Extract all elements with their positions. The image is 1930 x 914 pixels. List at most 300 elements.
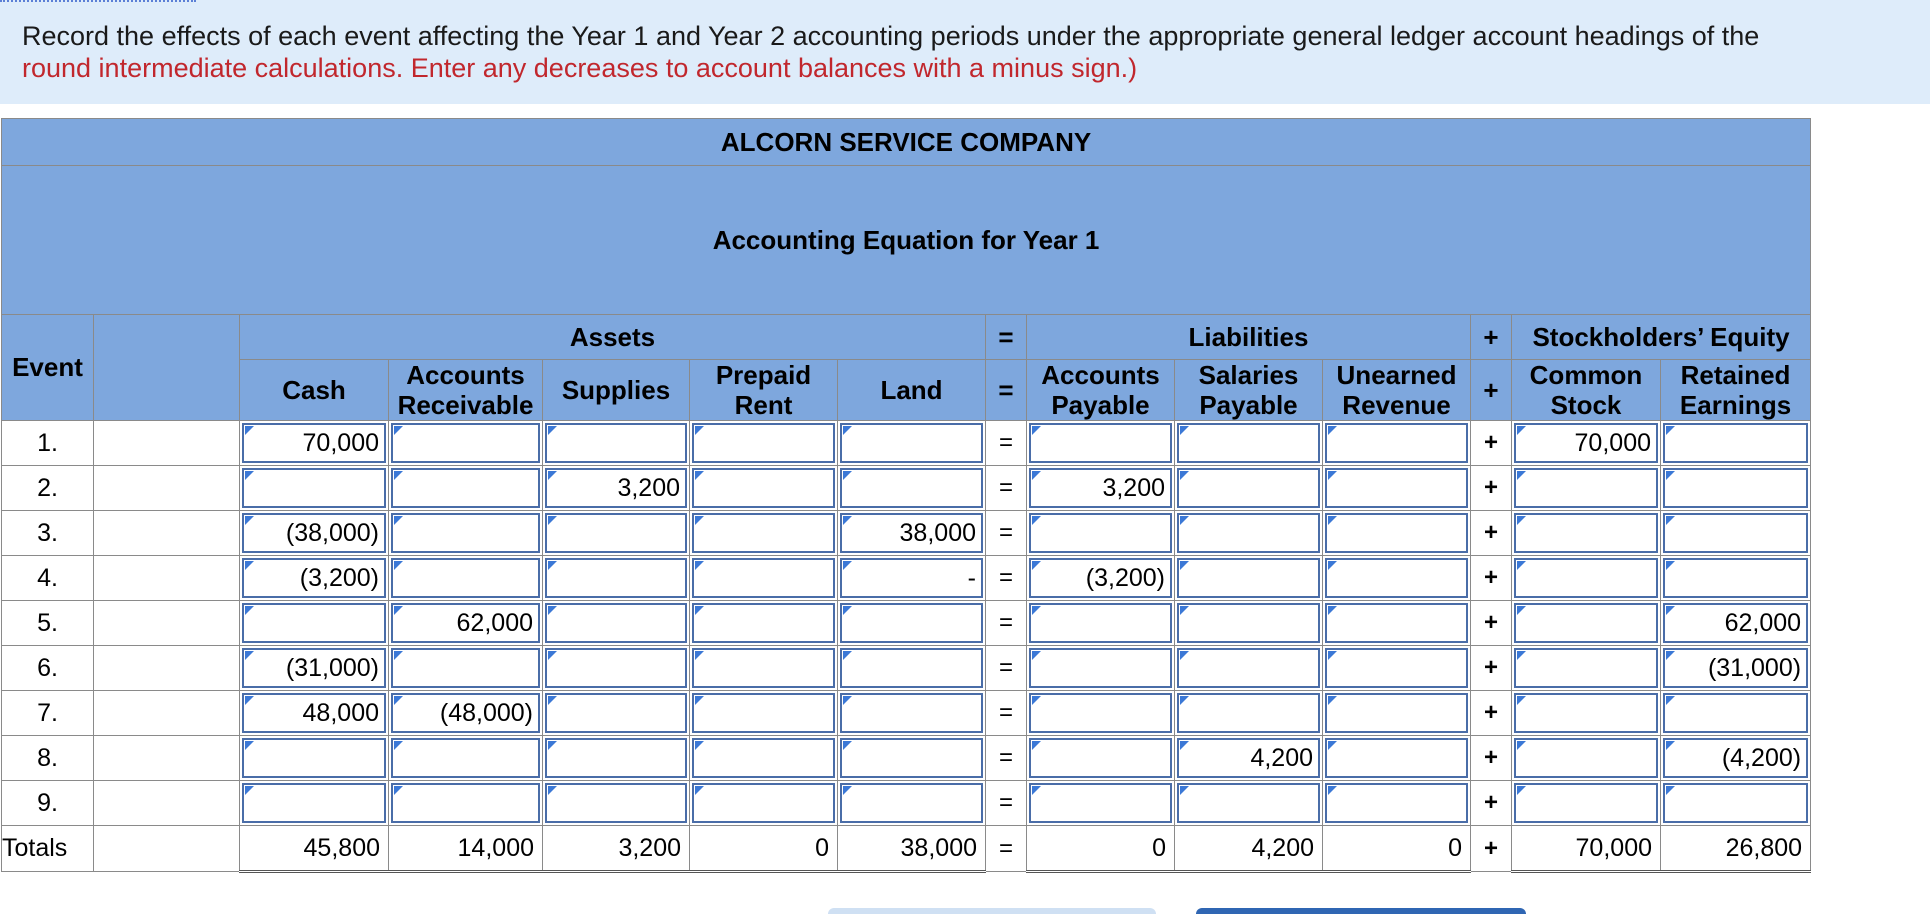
description-header	[94, 315, 240, 421]
cell-accounts-payable	[1027, 421, 1175, 466]
cash-input[interactable]	[242, 693, 386, 733]
event-description	[94, 646, 240, 691]
prepaid-rent-input[interactable]	[692, 603, 835, 643]
dropdown-indicator-icon	[843, 516, 852, 525]
col-prepaid-rent: Prepaid Rent	[690, 360, 838, 421]
cell-cash	[240, 691, 389, 736]
dropdown-indicator-icon	[1666, 561, 1675, 570]
dropdown-indicator-icon	[245, 426, 254, 435]
dropdown-indicator-icon	[548, 741, 557, 750]
dropdown-indicator-icon	[1328, 516, 1337, 525]
cell-land	[838, 646, 986, 691]
col-accounts-receivable: Accounts Receivable	[389, 360, 543, 421]
cell-salaries-payable	[1175, 601, 1323, 646]
supplies-input[interactable]	[545, 423, 687, 463]
dropdown-indicator-icon	[1180, 741, 1189, 750]
dropdown-indicator-icon	[695, 741, 704, 750]
cell-cash	[240, 421, 389, 466]
common-stock-input[interactable]	[1514, 468, 1658, 508]
retained-earnings-value: 62,000	[1724, 609, 1802, 637]
equals-sign: =	[986, 556, 1027, 601]
retained-earnings-input[interactable]	[1663, 603, 1808, 643]
dropdown-indicator-icon	[1517, 426, 1526, 435]
dropdown-indicator-icon	[1180, 516, 1189, 525]
salaries-payable-input[interactable]	[1177, 648, 1320, 688]
common-stock-input[interactable]	[1514, 738, 1658, 778]
dropdown-indicator-icon	[394, 471, 403, 480]
supplies-input[interactable]	[545, 648, 687, 688]
plus-sign: +	[1471, 781, 1512, 826]
instructions-line-2: round intermediate calculations. Enter any decreases to account balances with a minus sign.)	[22, 53, 1138, 83]
plus-sign: +	[1471, 691, 1512, 736]
accounts-receivable-input[interactable]	[391, 603, 540, 643]
accounts-payable-value: 3,200	[1102, 474, 1165, 502]
prepaid-rent-input[interactable]	[692, 693, 835, 733]
event-number: 9.	[2, 781, 94, 826]
cash-value: 48,000	[302, 699, 379, 727]
retained-earnings-input[interactable]	[1663, 648, 1808, 688]
cell-salaries-payable	[1175, 511, 1323, 556]
unearned-revenue-input[interactable]	[1325, 738, 1468, 778]
assets-header: Assets	[240, 315, 986, 360]
dropdown-indicator-icon	[1666, 426, 1675, 435]
dropdown-indicator-icon	[1180, 786, 1189, 795]
cell-prepaid-rent	[690, 556, 838, 601]
dropdown-indicator-icon	[548, 516, 557, 525]
cell-accounts-payable	[1027, 646, 1175, 691]
plus-sign: +	[1471, 601, 1512, 646]
ledger-rows	[2, 421, 1811, 826]
cell-accounts-receivable	[389, 421, 543, 466]
cell-supplies	[543, 511, 690, 556]
supplies-input[interactable]	[545, 738, 687, 778]
table-row	[2, 691, 1811, 736]
accounts-payable-input[interactable]	[1029, 783, 1172, 823]
dropdown-indicator-icon	[1180, 561, 1189, 570]
unearned-revenue-input[interactable]	[1325, 558, 1468, 598]
dropdown-indicator-icon	[843, 471, 852, 480]
col-accounts-payable: Accounts Payable	[1027, 360, 1175, 421]
event-description	[94, 781, 240, 826]
total-land: 38,000	[838, 826, 986, 872]
retained-earnings-input[interactable]	[1663, 558, 1808, 598]
cell-unearned-revenue	[1323, 421, 1471, 466]
cell-common-stock	[1512, 646, 1661, 691]
cell-land	[838, 601, 986, 646]
dropdown-indicator-icon	[1328, 786, 1337, 795]
cell-unearned-revenue	[1323, 691, 1471, 736]
dropdown-indicator-icon	[1180, 426, 1189, 435]
total-accounts-payable: 0	[1027, 826, 1175, 872]
cash-value: (31,000)	[285, 654, 379, 682]
instructions-panel	[0, 0, 1930, 104]
cell-common-stock	[1512, 781, 1661, 826]
cell-common-stock	[1512, 601, 1661, 646]
accounts-payable-input[interactable]	[1029, 513, 1172, 553]
cell-cash	[240, 466, 389, 511]
cell-salaries-payable	[1175, 466, 1323, 511]
col-plus: +	[1471, 360, 1512, 421]
retained-earnings-input[interactable]	[1663, 693, 1808, 733]
supplies-input[interactable]	[545, 558, 687, 598]
equals-sign: =	[986, 736, 1027, 781]
dropdown-indicator-icon	[1032, 741, 1041, 750]
total-retained-earnings: 26,800	[1661, 826, 1811, 872]
unearned-revenue-input[interactable]	[1325, 513, 1468, 553]
total-prepaid-rent: 0	[690, 826, 838, 872]
focus-outline	[0, 0, 196, 2]
salaries-payable-input[interactable]	[1177, 468, 1320, 508]
cell-salaries-payable	[1175, 691, 1323, 736]
supplies-input[interactable]	[545, 693, 687, 733]
equity-header: Stockholders’ Equity	[1512, 315, 1811, 360]
unearned-revenue-input[interactable]	[1325, 423, 1468, 463]
cell-common-stock	[1512, 556, 1661, 601]
cell-supplies	[543, 736, 690, 781]
supplies-value: 3,200	[617, 474, 680, 502]
salaries-payable-input[interactable]	[1177, 513, 1320, 553]
dropdown-indicator-icon	[245, 516, 254, 525]
cell-cash	[240, 781, 389, 826]
cell-cash	[240, 646, 389, 691]
cell-prepaid-rent	[690, 646, 838, 691]
equals-sign: =	[986, 781, 1027, 826]
cell-common-stock	[1512, 691, 1661, 736]
cash-input[interactable]	[242, 738, 386, 778]
accounts-receivable-input[interactable]	[391, 468, 540, 508]
cell-accounts-receivable	[389, 466, 543, 511]
dropdown-indicator-icon	[1328, 561, 1337, 570]
cash-input[interactable]	[242, 513, 386, 553]
salaries-payable-input[interactable]	[1177, 693, 1320, 733]
cell-unearned-revenue	[1323, 646, 1471, 691]
cash-input[interactable]	[242, 603, 386, 643]
cell-accounts-payable	[1027, 601, 1175, 646]
accounts-receivable-value: 62,000	[456, 609, 533, 637]
cell-accounts-payable	[1027, 511, 1175, 556]
land-input[interactable]	[840, 603, 983, 643]
totals-plus: +	[1471, 826, 1512, 872]
cell-salaries-payable	[1175, 556, 1323, 601]
accounts-payable-input[interactable]	[1029, 693, 1172, 733]
cell-accounts-payable	[1027, 736, 1175, 781]
dropdown-indicator-icon	[843, 696, 852, 705]
salaries-payable-input[interactable]	[1177, 738, 1320, 778]
cell-land	[838, 556, 986, 601]
total-supplies: 3,200	[543, 826, 690, 872]
accounts-payable-input[interactable]	[1029, 648, 1172, 688]
cell-unearned-revenue	[1323, 781, 1471, 826]
prepaid-rent-input[interactable]	[692, 558, 835, 598]
cell-accounts-payable	[1027, 691, 1175, 736]
cell-accounts-receivable	[389, 781, 543, 826]
dropdown-indicator-icon	[1328, 426, 1337, 435]
accounts-receivable-input[interactable]	[391, 693, 540, 733]
land-input[interactable]	[840, 558, 983, 598]
accounts-receivable-input[interactable]	[391, 738, 540, 778]
plus-sign: +	[1471, 736, 1512, 781]
dropdown-indicator-icon	[1517, 651, 1526, 660]
cash-input[interactable]	[242, 648, 386, 688]
instructions-line-1: Record the effects of each event affecting the Year 1 and Year 2 accounting periods under the appropriate general ledger account headings of the	[22, 21, 1760, 51]
event-number: 2.	[2, 466, 94, 511]
cell-accounts-payable	[1027, 556, 1175, 601]
dropdown-indicator-icon	[548, 651, 557, 660]
dropdown-indicator-icon	[1666, 516, 1675, 525]
retained-earnings-input[interactable]	[1663, 513, 1808, 553]
event-header: Event	[2, 315, 94, 421]
dropdown-indicator-icon	[1517, 471, 1526, 480]
dropdown-indicator-icon	[1328, 471, 1337, 480]
dropdown-indicator-icon	[1328, 741, 1337, 750]
dropdown-indicator-icon	[1517, 786, 1526, 795]
col-salaries-payable: Salaries Payable	[1175, 360, 1323, 421]
supplies-input[interactable]	[545, 468, 687, 508]
accounts-receivable-input[interactable]	[391, 558, 540, 598]
cell-accounts-receivable	[389, 556, 543, 601]
total-unearned-revenue: 0	[1323, 826, 1471, 872]
dropdown-indicator-icon	[548, 606, 557, 615]
dropdown-indicator-icon	[1032, 786, 1041, 795]
dropdown-indicator-icon	[1666, 651, 1675, 660]
retained-earnings-input[interactable]	[1663, 783, 1808, 823]
accounts-payable-input[interactable]	[1029, 468, 1172, 508]
land-input[interactable]	[840, 738, 983, 778]
cash-value: (38,000)	[285, 519, 379, 547]
cell-supplies	[543, 556, 690, 601]
prepaid-rent-input[interactable]	[692, 783, 835, 823]
dropdown-indicator-icon	[1180, 696, 1189, 705]
cell-retained-earnings	[1661, 466, 1811, 511]
unearned-revenue-input[interactable]	[1325, 603, 1468, 643]
prepaid-rent-input[interactable]	[692, 513, 835, 553]
event-number: 1.	[2, 421, 94, 466]
dropdown-indicator-icon	[394, 606, 403, 615]
cell-supplies	[543, 466, 690, 511]
cash-input[interactable]	[242, 783, 386, 823]
dropdown-indicator-icon	[1328, 606, 1337, 615]
cash-input[interactable]	[242, 468, 386, 508]
supplies-input[interactable]	[545, 603, 687, 643]
dropdown-indicator-icon	[1328, 696, 1337, 705]
cell-unearned-revenue	[1323, 511, 1471, 556]
cell-unearned-revenue	[1323, 466, 1471, 511]
cell-cash	[240, 556, 389, 601]
dropdown-indicator-icon	[394, 516, 403, 525]
unearned-revenue-input[interactable]	[1325, 468, 1468, 508]
cell-accounts-payable	[1027, 781, 1175, 826]
event-number: 8.	[2, 736, 94, 781]
salaries-payable-input[interactable]	[1177, 603, 1320, 643]
table-row	[2, 556, 1811, 601]
cell-retained-earnings	[1661, 601, 1811, 646]
plus-sign: +	[1471, 421, 1512, 466]
land-input[interactable]	[840, 468, 983, 508]
land-input[interactable]	[840, 513, 983, 553]
event-description	[94, 736, 240, 781]
table-subtitle: Accounting Equation for Year 1	[2, 166, 1811, 315]
table-row	[2, 421, 1811, 466]
cell-retained-earnings	[1661, 781, 1811, 826]
dropdown-indicator-icon	[695, 516, 704, 525]
event-number: 4.	[2, 556, 94, 601]
supplies-input[interactable]	[545, 513, 687, 553]
dropdown-indicator-icon	[1032, 471, 1041, 480]
cash-input[interactable]	[242, 423, 386, 463]
dropdown-indicator-icon	[1517, 696, 1526, 705]
accounts-receivable-input[interactable]	[391, 783, 540, 823]
cell-land	[838, 511, 986, 556]
salaries-payable-value: 4,200	[1250, 744, 1313, 772]
unearned-revenue-input[interactable]	[1325, 648, 1468, 688]
prepaid-rent-input[interactable]	[692, 738, 835, 778]
dropdown-indicator-icon	[548, 471, 557, 480]
event-description	[94, 511, 240, 556]
unearned-revenue-input[interactable]	[1325, 783, 1468, 823]
salaries-payable-input[interactable]	[1177, 558, 1320, 598]
cell-cash	[240, 736, 389, 781]
dropdown-indicator-icon	[1180, 651, 1189, 660]
cell-unearned-revenue	[1323, 556, 1471, 601]
plus-sign: +	[1471, 466, 1512, 511]
accounts-receivable-input[interactable]	[391, 423, 540, 463]
totals-row	[2, 826, 1811, 872]
col-cash: Cash	[240, 360, 389, 421]
cell-retained-earnings	[1661, 556, 1811, 601]
supplies-input[interactable]	[545, 783, 687, 823]
salaries-payable-input[interactable]	[1177, 783, 1320, 823]
salaries-payable-input[interactable]	[1177, 423, 1320, 463]
next-button[interactable]	[1196, 908, 1526, 914]
retained-earnings-input[interactable]	[1663, 423, 1808, 463]
plus-sign: +	[1471, 556, 1512, 601]
accounts-receivable-input[interactable]	[391, 513, 540, 553]
cell-retained-earnings	[1661, 511, 1811, 556]
dropdown-indicator-icon	[245, 606, 254, 615]
retained-earnings-input[interactable]	[1663, 738, 1808, 778]
total-accounts-receivable: 14,000	[389, 826, 543, 872]
accounts-receivable-input[interactable]	[391, 648, 540, 688]
cell-retained-earnings	[1661, 736, 1811, 781]
cell-prepaid-rent	[690, 691, 838, 736]
event-description	[94, 691, 240, 736]
cell-supplies	[543, 781, 690, 826]
cash-value: 70,000	[302, 429, 379, 457]
plus-sign: +	[1471, 511, 1512, 556]
cell-supplies	[543, 691, 690, 736]
prepaid-rent-input[interactable]	[692, 468, 835, 508]
common-stock-input[interactable]	[1514, 423, 1658, 463]
cell-accounts-receivable	[389, 511, 543, 556]
cell-salaries-payable	[1175, 421, 1323, 466]
common-stock-input[interactable]	[1514, 693, 1658, 733]
common-stock-input[interactable]	[1514, 603, 1658, 643]
retained-earnings-value: (4,200)	[1721, 744, 1802, 772]
cell-prepaid-rent	[690, 421, 838, 466]
dropdown-indicator-icon	[245, 696, 254, 705]
dropdown-indicator-icon	[394, 786, 403, 795]
dropdown-indicator-icon	[1666, 696, 1675, 705]
dropdown-indicator-icon	[695, 651, 704, 660]
equals-sign: =	[986, 601, 1027, 646]
dropdown-indicator-icon	[843, 561, 852, 570]
event-description	[94, 421, 240, 466]
dropdown-indicator-icon	[394, 651, 403, 660]
dropdown-indicator-icon	[1032, 606, 1041, 615]
equals-sign: =	[986, 691, 1027, 736]
prepaid-rent-input[interactable]	[692, 423, 835, 463]
cell-cash	[240, 511, 389, 556]
cell-prepaid-rent	[690, 601, 838, 646]
dropdown-indicator-icon	[245, 651, 254, 660]
dropdown-indicator-icon	[1666, 741, 1675, 750]
accounts-payable-input[interactable]	[1029, 423, 1172, 463]
common-stock-input[interactable]	[1514, 558, 1658, 598]
dropdown-indicator-icon	[245, 741, 254, 750]
cash-input[interactable]	[242, 558, 386, 598]
equals-sign: =	[986, 646, 1027, 691]
common-stock-input[interactable]	[1514, 648, 1658, 688]
cell-common-stock	[1512, 466, 1661, 511]
dropdown-indicator-icon	[394, 561, 403, 570]
total-salaries-payable: 4,200	[1175, 826, 1323, 872]
event-description	[94, 556, 240, 601]
land-input[interactable]	[840, 783, 983, 823]
accounts-payable-input[interactable]	[1029, 603, 1172, 643]
cell-accounts-receivable	[389, 601, 543, 646]
event-number: 3.	[2, 511, 94, 556]
plus-sign: +	[1471, 646, 1512, 691]
equals-header: =	[986, 315, 1027, 360]
totals-label: Totals	[2, 826, 94, 872]
dropdown-indicator-icon	[245, 471, 254, 480]
table-row	[2, 601, 1811, 646]
dropdown-indicator-icon	[695, 561, 704, 570]
dropdown-indicator-icon	[1032, 516, 1041, 525]
land-input[interactable]	[840, 693, 983, 733]
dropdown-indicator-icon	[548, 561, 557, 570]
dropdown-indicator-icon	[245, 786, 254, 795]
cell-land	[838, 781, 986, 826]
retained-earnings-input[interactable]	[1663, 468, 1808, 508]
cell-supplies	[543, 421, 690, 466]
dropdown-indicator-icon	[695, 786, 704, 795]
cell-prepaid-rent	[690, 736, 838, 781]
prev-button[interactable]	[828, 908, 1156, 914]
unearned-revenue-input[interactable]	[1325, 693, 1468, 733]
cell-salaries-payable	[1175, 646, 1323, 691]
dropdown-indicator-icon	[843, 606, 852, 615]
dropdown-indicator-icon	[1032, 561, 1041, 570]
common-stock-input[interactable]	[1514, 783, 1658, 823]
cell-cash	[240, 601, 389, 646]
event-number: 7.	[2, 691, 94, 736]
accounts-payable-input[interactable]	[1029, 738, 1172, 778]
accounts-payable-input[interactable]	[1029, 558, 1172, 598]
land-input[interactable]	[840, 648, 983, 688]
cell-prepaid-rent	[690, 466, 838, 511]
cell-common-stock	[1512, 421, 1661, 466]
table-row	[2, 466, 1811, 511]
equals-sign: =	[986, 511, 1027, 556]
totals-description	[94, 826, 240, 872]
dropdown-indicator-icon	[548, 426, 557, 435]
cell-unearned-revenue	[1323, 736, 1471, 781]
common-stock-input[interactable]	[1514, 513, 1658, 553]
equals-sign: =	[986, 421, 1027, 466]
prepaid-rent-input[interactable]	[692, 648, 835, 688]
land-input[interactable]	[840, 423, 983, 463]
